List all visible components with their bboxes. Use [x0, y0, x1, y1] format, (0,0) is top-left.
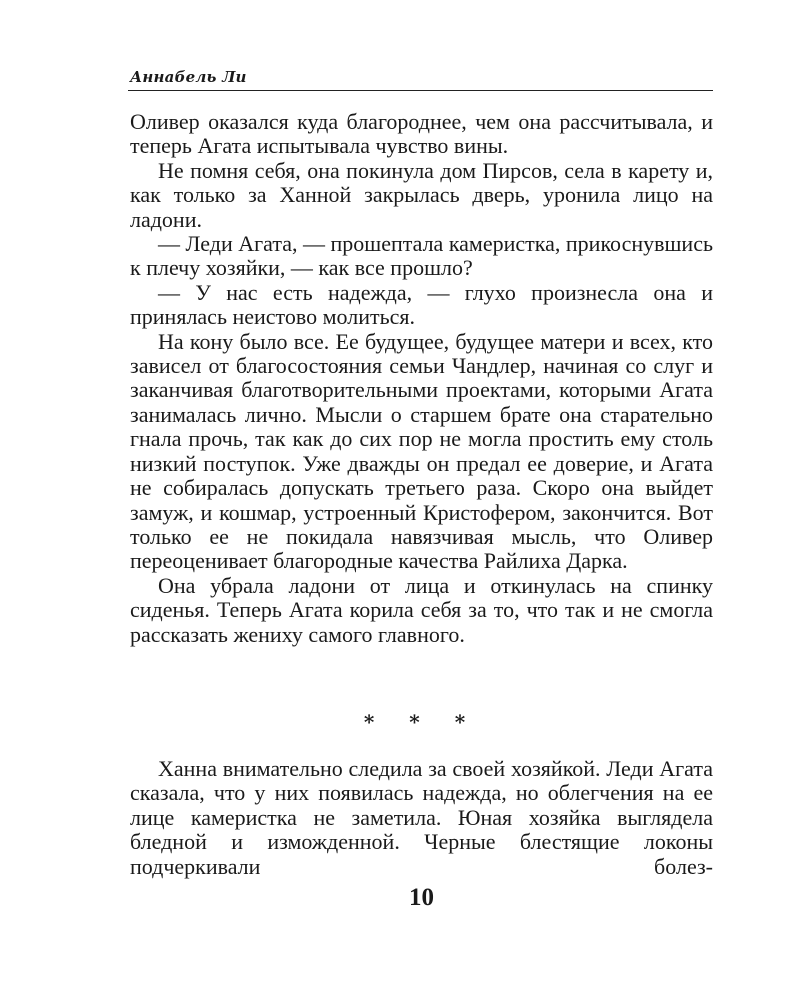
paragraph: Ханна внимательно следила за своей хозяйкой. Леди Агата сказала, что у них появилась надежда, но облегчения на ее лице камеристка не заметила. Юная хозяйка выглядела бледной и изможденной. Черные блестящие локоны подчеркивали болез-	[130, 756, 713, 879]
paragraph: Не помня себя, она покинула дом Пирсов, села в карету и, как только за Ханной закрылась дверь, уронила лицо на ладони.	[130, 157, 713, 232]
dialogue-paragraph: — У нас есть надежда, — глухо произнесла она и принялась неистово молиться.	[130, 279, 713, 330]
paragraph: На кону было все. Ее будущее, будущее матери и всех, кто зависел от благосостояния семьи Чандлер, начиная со слуг и заканчивая благотворительными проектами, которыми Агата занималась лично. Мысли о старшем брате она старательно гнала прочь, так как до сих пор не могла простить ему столь низкий поступок. Уже дважды он предал ее доверие, и Агата не собиралась допускать третьего раза. Скоро она выйдет замуж, и кошмар, устроенный Кристофером, закончится. Вот только ее не покидала навязчивая мысль, что Оливер переоценивает благородные качества Райлиха Дарка.	[130, 328, 713, 574]
dialogue-paragraph: — Леди Агата, — прошептала камеристка, прикоснувшись к плечу хозяйки, — как все прошло?	[130, 231, 713, 281]
body-text-section-2	[130, 757, 713, 879]
section-separator: * * *	[363, 710, 480, 734]
running-head: Аннабель Ли	[130, 68, 247, 86]
paragraph: Она убрала ладони от лица и откинулась на спинку сиденья. Теперь Агата корила себя за то, что так и не смогла рассказать жениху самого главного.	[130, 572, 713, 647]
body-text-section-1	[130, 110, 713, 647]
page-number: 10	[409, 884, 434, 911]
paragraph: Оливер оказался куда благороднее, чем она рассчитывала, и теперь Агата испытывала чувство вины.	[130, 109, 713, 159]
header-rule	[128, 90, 713, 91]
